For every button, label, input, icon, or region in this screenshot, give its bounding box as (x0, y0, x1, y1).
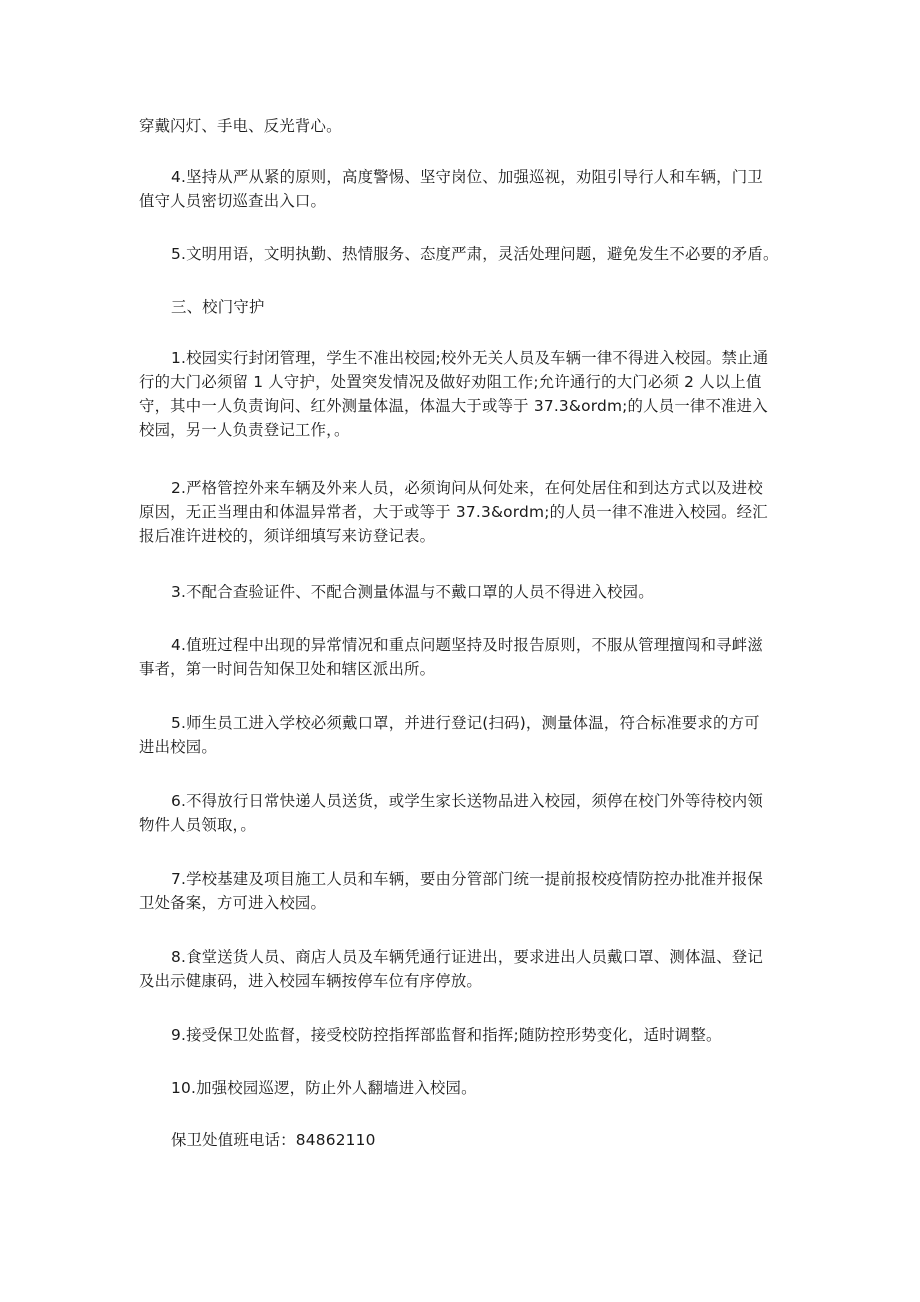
text-line: 1.校园实行封闭管理，学生不准出校园;校外无关人员及车辆一律不得进入校园。禁止通 (171, 349, 769, 367)
paragraph-gate-4-reporting (139, 633, 784, 681)
text-line: 值守人员密切巡查出入口。 (139, 192, 327, 210)
text-line: 6.不得放行日常快递人员送货，或学生家长送物品进入校园，须停在校门外等待校内领 (171, 792, 763, 810)
section-heading-gate-guard (171, 295, 471, 319)
paragraph-gate-9-supervision (139, 1023, 784, 1047)
text-line: 10.加强校园巡逻，防止外人翻墙进入校园。 (171, 1079, 477, 1097)
text-line: 4.坚持从严从紧的原则，高度警惕、坚守岗位、加强巡视，劝阻引导行人和车辆，门卫 (171, 168, 763, 186)
text-line: 卫处备案，方可进入校园。 (139, 894, 327, 912)
text-line: 3.不配合查验证件、不配合测量体温与不戴口罩的人员不得进入校园。 (171, 583, 654, 601)
paragraph-item-4-duty (139, 165, 784, 213)
text-line: 进出校园。 (139, 738, 217, 756)
paragraph-gate-8-canteen (139, 945, 784, 993)
duty-phone-line (139, 1128, 784, 1152)
phone-text: 保卫处值班电话：84862110 (171, 1131, 376, 1149)
text-line: 7.学校基建及项目施工人员和车辆，要由分管部门统一提前报校疫情防控办批准并报保 (171, 870, 763, 888)
text-line: 校园，另一人负责登记工作，。 (139, 421, 350, 439)
text-line: 守，其中一人负责询问、红外测量体温，体温大于或等于 37.3&ordm;的人员一律不准进入 (139, 397, 768, 415)
text-line: 9.接受保卫处监督，接受校防控指挥部监督和指挥;随防控形势变化，适时调整。 (171, 1026, 722, 1044)
paragraph-gate-1-closed-management (139, 346, 784, 442)
paragraph-gate-10-patrol (139, 1076, 784, 1100)
paragraph-continuation (139, 114, 784, 138)
text-line: 5.师生员工进入学校必须戴口罩，并进行登记(扫码)，测量体温，符合标准要求的方可 (171, 714, 760, 732)
heading-text: 三、校门守护 (171, 298, 265, 316)
text-line: 原因，无正当理由和体温异常者，大于或等于 37.3&ordm;的人员一律不准进入校园。经汇 (139, 503, 768, 521)
text-line: 穿戴闪灯、手电、反光背心。 (139, 117, 342, 135)
paragraph-gate-2-visitor-control (139, 476, 784, 548)
text-line: 事者，第一时间告知保卫处和辖区派出所。 (139, 660, 436, 678)
paragraph-item-5-civility (139, 242, 784, 266)
text-line: 报后准许进校的，须详细填写来访登记表。 (139, 527, 436, 545)
text-line: 4.值班过程中出现的异常情况和重点问题坚持及时报告原则，不服从管理擅闯和寻衅滋 (171, 636, 763, 654)
paragraph-gate-6-deliveries (139, 789, 784, 837)
text-line: 8.食堂送货人员、商店人员及车辆凭通行证进出，要求进出人员戴口罩、测体温、登记 (171, 948, 763, 966)
text-line: 2.严格管控外来车辆及外来人员，必须询问从何处来，在何处居住和到达方式以及进校 (171, 479, 763, 497)
text-line: 及出示健康码，进入校园车辆按停车位有序停放。 (139, 972, 482, 990)
text-line: 5.文明用语，文明执勤、热情服务、态度严肃，灵活处理问题，避免发生不必要的矛盾。 (171, 245, 779, 263)
paragraph-gate-3-verification (139, 580, 784, 604)
paragraph-gate-5-staff-entry (139, 711, 784, 759)
text-line: 物件人员领取，。 (139, 816, 257, 834)
text-line: 行的大门必须留 1 人守护，处置突发情况及做好劝阻工作;允许通行的大门必须 2 人以上值 (139, 373, 762, 391)
paragraph-gate-7-construction (139, 867, 784, 915)
